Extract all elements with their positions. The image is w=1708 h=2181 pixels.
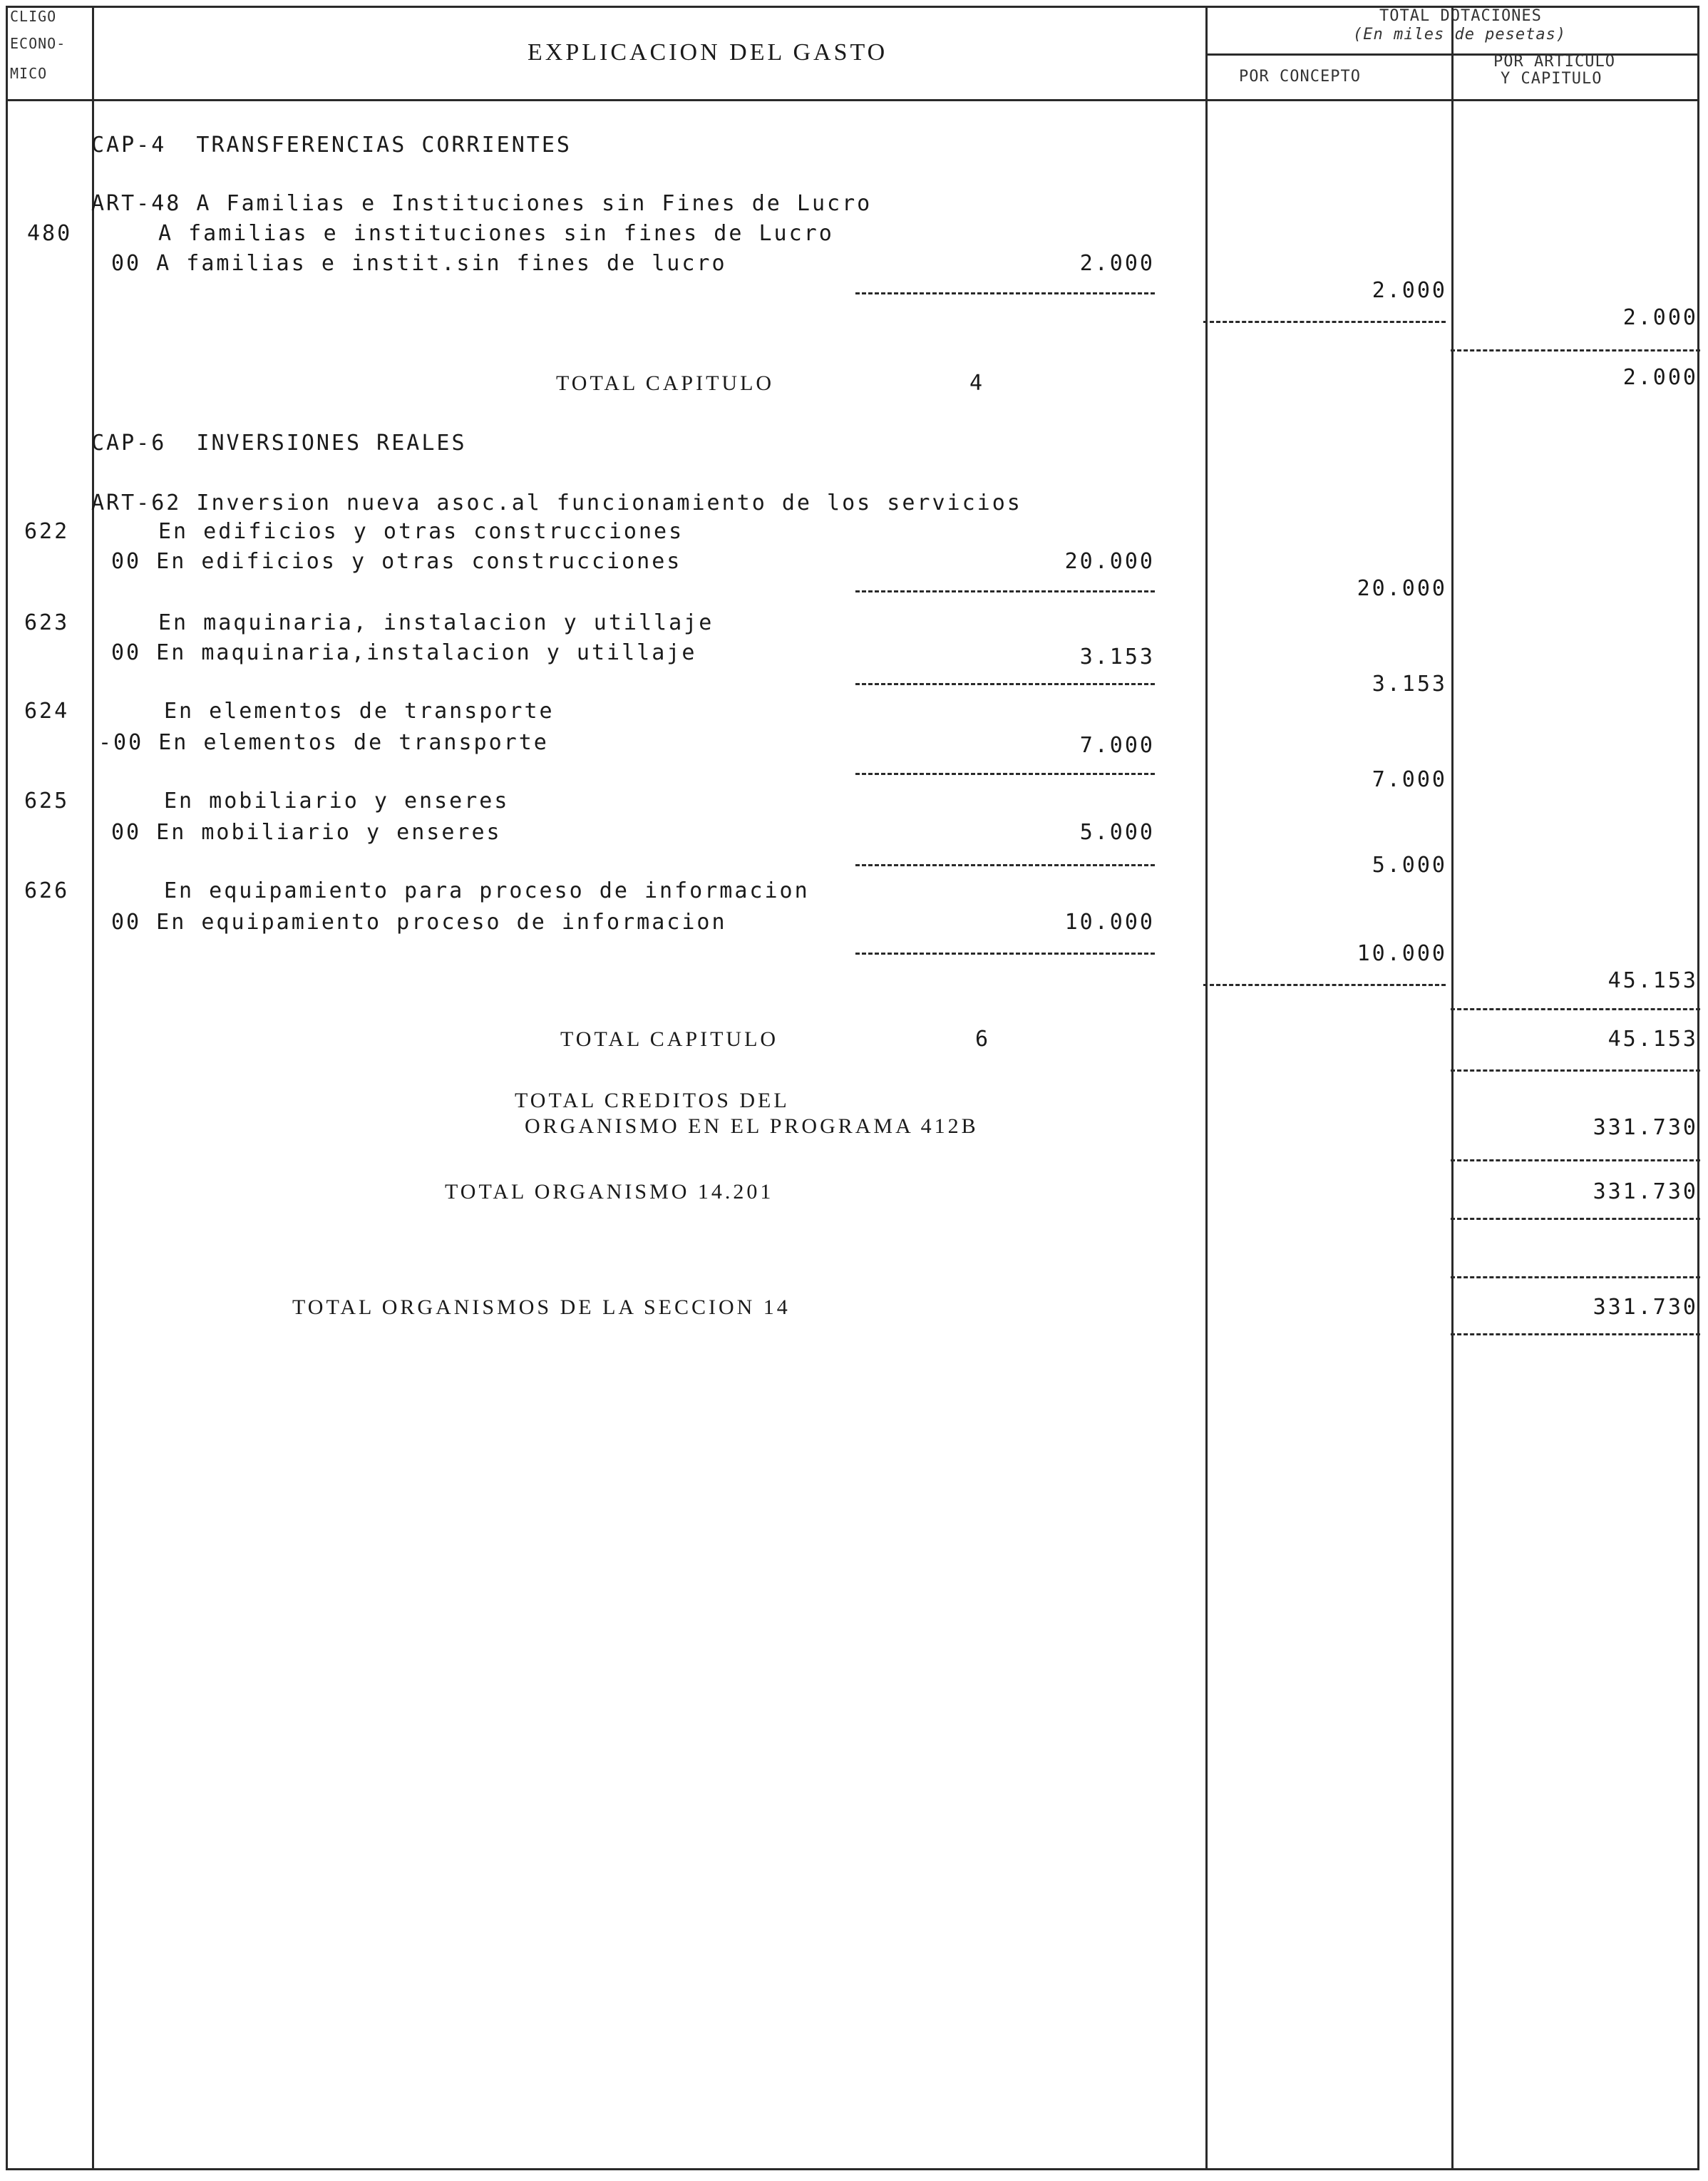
concept-rule xyxy=(1203,321,1446,323)
code-622: 622 xyxy=(24,519,70,544)
sub-622: 00 En edificios y otras construcciones xyxy=(111,549,682,574)
concept-626: En equipamiento para proceso de informacion xyxy=(164,878,810,903)
art62-heading: ART-62 Inversion nueva asoc.al funcionamiento de los servicios xyxy=(91,491,1022,515)
code-623: 623 xyxy=(24,610,70,635)
organismo-total-label: TOTAL ORGANISMO 14.201 xyxy=(445,1180,774,1204)
sub-625: 00 En mobiliario y enseres xyxy=(111,820,502,845)
concept-total-626: 10.000 xyxy=(1357,941,1447,966)
code-column-rule xyxy=(92,8,94,2168)
cap6-total-label: TOTAL CAPITULO xyxy=(560,1027,779,1051)
subtotal-rule xyxy=(855,864,1155,866)
code-column-label-1: CLIGO xyxy=(10,8,57,25)
concept-480: A familias e instituciones sin fines de Lucro xyxy=(158,221,834,246)
amount-626: 10.000 xyxy=(1064,910,1155,935)
total-rule xyxy=(1451,1159,1700,1161)
creditos-value: 331.730 xyxy=(1593,1115,1698,1140)
amount-625: 5.000 xyxy=(1079,820,1155,845)
cap4-total-value: 2.000 xyxy=(1622,365,1698,390)
cap4-heading: CAP-4 TRANSFERENCIAS CORRIENTES xyxy=(91,133,572,158)
cap6-total-number: 6 xyxy=(975,1027,991,1052)
concept-total-624: 7.000 xyxy=(1372,767,1447,792)
article-rule xyxy=(1451,1008,1700,1010)
organismo-total-value: 331.730 xyxy=(1593,1179,1698,1204)
code-625: 625 xyxy=(24,789,70,814)
concept-total-480: 2.000 xyxy=(1372,278,1447,303)
total-rule xyxy=(1451,1333,1700,1335)
por-articulo-header: POR ARTICULO xyxy=(1493,53,1615,71)
header-divider xyxy=(8,99,1697,101)
sub-480: 00 A familias e instit.sin fines de lucro xyxy=(111,251,727,276)
amount-480: 2.000 xyxy=(1079,251,1155,276)
code-480: 480 xyxy=(27,221,73,246)
total-rule xyxy=(1451,1069,1700,1072)
por-concepto-header: POR CONCEPTO xyxy=(1239,68,1361,86)
totals-label: TOTAL DOTACIONES xyxy=(1379,7,1542,25)
total-rule xyxy=(1451,1276,1700,1278)
articulo-column-rule xyxy=(1451,8,1454,2168)
code-626: 626 xyxy=(24,878,70,903)
concepto-column-rule xyxy=(1205,8,1208,2168)
totals-header-divider xyxy=(1205,53,1697,56)
y-capitulo-header: Y CAPITULO xyxy=(1501,70,1602,88)
amount-622: 20.000 xyxy=(1064,549,1155,574)
amount-623: 3.153 xyxy=(1079,645,1155,669)
subtotal-rule xyxy=(855,953,1155,955)
page-title: EXPLICACION DEL GASTO xyxy=(528,39,888,66)
total-rule xyxy=(1451,1218,1700,1220)
concept-total-625: 5.000 xyxy=(1372,853,1447,878)
budget-sheet xyxy=(6,6,1699,2170)
concept-624: En elementos de transporte xyxy=(164,699,555,724)
subtotal-rule xyxy=(855,683,1155,685)
code-624: 624 xyxy=(24,699,70,724)
art48-total: 2.000 xyxy=(1622,305,1698,330)
concept-623: En maquinaria, instalacion y utillaje xyxy=(158,610,714,635)
cap6-total-value: 45.153 xyxy=(1607,1027,1698,1052)
concept-622: En edificios y otras construcciones xyxy=(158,519,684,544)
code-column-label-3: MICO xyxy=(10,65,48,82)
subtotal-rule xyxy=(855,773,1155,775)
cap4-total-number: 4 xyxy=(969,371,985,396)
cap4-total-label: TOTAL CAPITULO xyxy=(556,371,775,395)
concept-rule xyxy=(1203,984,1446,986)
sub-624: -00 En elementos de transporte xyxy=(98,730,549,755)
concept-total-623: 3.153 xyxy=(1372,672,1447,697)
creditos-label-2: ORGANISMO EN EL PROGRAMA 412B xyxy=(525,1114,979,1138)
concept-total-622: 20.000 xyxy=(1357,576,1447,601)
art48-heading: ART-48 A Familias e Instituciones sin Fines de Lucro xyxy=(91,191,873,216)
seccion-total-value: 331.730 xyxy=(1593,1295,1698,1320)
totals-units-label: (En miles de pesetas) xyxy=(1353,26,1567,43)
sub-623: 00 En maquinaria,instalacion y utillaje xyxy=(111,640,697,665)
seccion-total-label: TOTAL ORGANISMOS DE LA SECCION 14 xyxy=(292,1295,791,1319)
concept-625: En mobiliario y enseres xyxy=(164,789,510,814)
art62-total: 45.153 xyxy=(1607,968,1698,993)
cap6-heading: CAP-6 INVERSIONES REALES xyxy=(91,431,467,456)
subtotal-rule xyxy=(855,292,1155,294)
article-rule xyxy=(1451,349,1700,351)
amount-624: 7.000 xyxy=(1079,733,1155,758)
subtotal-rule xyxy=(855,590,1155,592)
code-column-label-2: ECONO- xyxy=(10,35,66,52)
creditos-label-1: TOTAL CREDITOS DEL xyxy=(515,1089,790,1112)
sub-626: 00 En equipamiento proceso de informacion xyxy=(111,910,727,935)
